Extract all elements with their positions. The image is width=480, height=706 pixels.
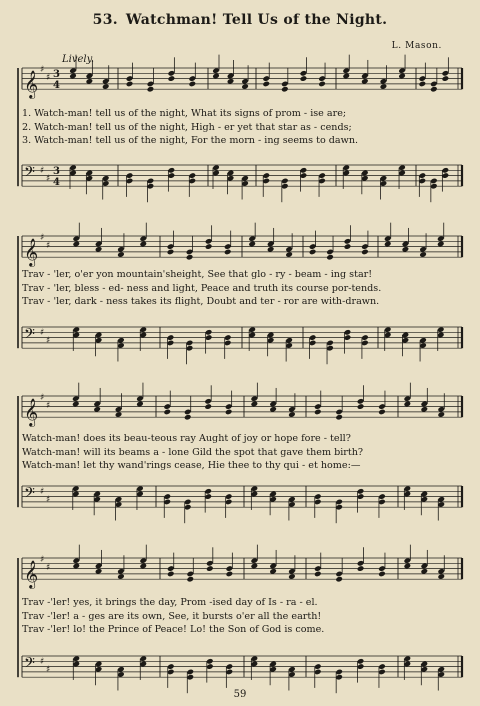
sharp-icon: ♯ — [40, 328, 45, 338]
note-head — [226, 571, 234, 578]
time-signature-top: 3 — [53, 166, 60, 177]
treble-clef-icon: 𝄞 — [24, 560, 39, 589]
sharp-icon: ♯ — [40, 233, 45, 243]
sharp-icon: ♯ — [46, 401, 51, 411]
note-head — [378, 571, 386, 578]
composer-credit: L. Mason. — [391, 41, 442, 51]
bass-clef-icon: 𝄢 — [24, 485, 35, 505]
lyric-line: 3. Watch-man! tell us of the night, For the morn - ing seems to dawn. — [22, 135, 359, 146]
time-signature-bottom: 4 — [53, 80, 60, 91]
note-head — [95, 568, 103, 575]
note-head — [139, 563, 147, 570]
lyric-line: 1. Watch-man! tell us of the night, What its signs of prom - ise are; — [22, 108, 347, 119]
lyric-line: Trav - 'ler, dark - ness takes its flight, Doubt and ter - ror are with-drawn. — [22, 296, 380, 307]
note-head — [269, 568, 277, 575]
note-head — [335, 576, 343, 583]
lyric-line: Trav -'ler! a - ges are its own, See, it bursts o'er all the earth! — [22, 610, 322, 622]
sharp-icon: ♯ — [46, 174, 51, 184]
sharp-icon: ♯ — [46, 73, 51, 83]
note-head — [72, 563, 80, 570]
sharp-icon: ♯ — [40, 657, 45, 667]
lyric-line: Watch-man! does its beau-teous ray Aught of joy or hope fore - tell? — [22, 433, 351, 444]
sharp-icon: ♯ — [40, 65, 45, 75]
time-signature-top: 3 — [53, 69, 60, 80]
treble-clef-icon: 𝄞 — [24, 238, 39, 267]
note-head — [314, 571, 322, 578]
treble-clef-icon: 𝄞 — [24, 398, 39, 427]
bass-clef-icon: 𝄢 — [24, 164, 35, 184]
lyric-line: Trav -'ler! yes, it brings the day, Prom -ised day of Is - ra - el. — [22, 597, 318, 608]
note-head — [437, 573, 445, 580]
note-head — [186, 576, 194, 583]
lyric-line: 2. Watch-man! tell us of the night, High - er yet that star as - cends; — [22, 121, 352, 133]
treble-clef-icon: 𝄞 — [24, 70, 39, 99]
lyric-line: Trav - 'ler, o'er yon mountain'sheight, See that glo - ry - beam - ing star! — [22, 269, 373, 280]
sharp-icon: ♯ — [46, 563, 51, 573]
bass-clef-icon: 𝄢 — [24, 326, 35, 346]
note-head — [251, 563, 259, 570]
sharp-icon: ♯ — [40, 166, 45, 176]
sharp-icon: ♯ — [46, 241, 51, 251]
sharp-icon: ♯ — [40, 555, 45, 565]
sharp-icon: ♯ — [46, 665, 51, 675]
sharp-icon: ♯ — [40, 487, 45, 497]
note-head — [404, 563, 412, 570]
lyric-line: Trav -'ler! lo! the Prince of Peace! Lo! the Son of God is come. — [22, 624, 325, 635]
tempo-marking: Lively. — [62, 54, 95, 65]
note-head — [206, 565, 214, 572]
note-head — [288, 573, 296, 580]
sharp-icon: ♯ — [46, 336, 51, 346]
lyrics-block-4 — [22, 596, 462, 637]
sharp-icon: ♯ — [46, 495, 51, 505]
note-head — [167, 571, 175, 578]
note-head — [357, 565, 365, 572]
lyric-line: Trav - 'ler, bless - ed- ness and light, Peace and truth its course por-tends. — [22, 282, 382, 294]
sharp-icon: ♯ — [40, 393, 45, 403]
note-head — [117, 573, 125, 580]
note-head — [421, 568, 429, 575]
lyric-line: Watch-man! let thy wand'rings cease, Hie thee to thy qui - et home:— — [22, 460, 361, 471]
bass-clef-icon: 𝄢 — [24, 655, 35, 675]
hymn-title-text: Watchman! Tell Us of the Night. — [125, 12, 388, 28]
lyric-line: Watch-man! will its beams a - lone Gild the spot that gave them birth? — [22, 446, 364, 458]
page-number: 59 — [233, 689, 247, 700]
hymn-number: 53. — [92, 12, 118, 28]
time-signature-bottom: 4 — [53, 177, 60, 188]
